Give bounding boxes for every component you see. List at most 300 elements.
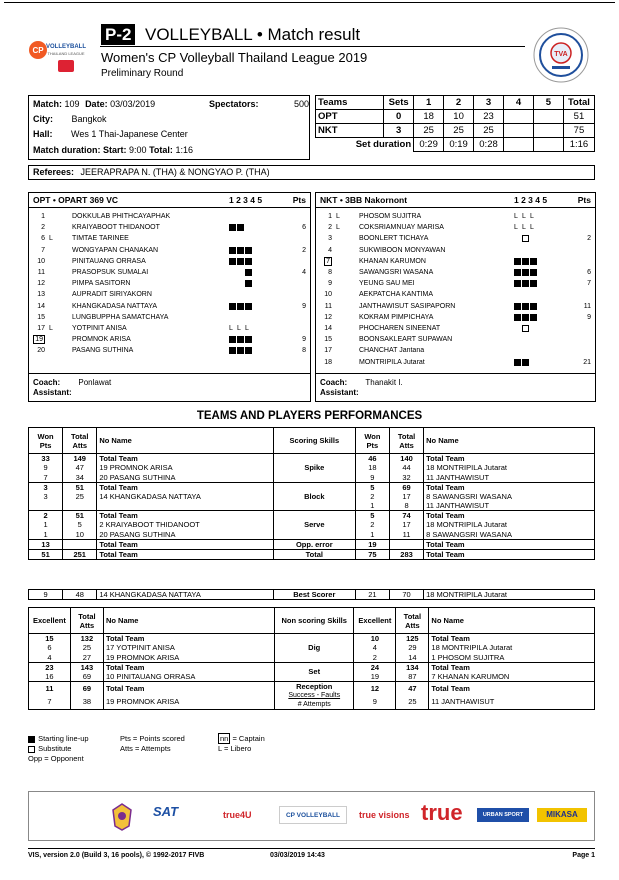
city-label: City:	[33, 114, 53, 124]
document-title: VOLLEYBALL • Match result	[145, 25, 361, 44]
set-score: 25	[444, 124, 474, 138]
scoring-header-row	[29, 428, 595, 454]
starting-square-icon	[514, 303, 521, 310]
attempts-value: 74	[389, 511, 423, 521]
player-name: 18 MONTRIPILA Jutarat	[429, 643, 595, 653]
player-number: 9	[328, 280, 332, 288]
player-name: 2 KRAIYABOOT THIDANOOT	[97, 520, 274, 530]
sponsor-true-visions: true visions	[359, 810, 410, 820]
won-value: 2	[29, 511, 63, 521]
svg-text:VOLLEYBALL: VOLLEYBALL	[46, 44, 86, 50]
best-a-name: 14 KHANGKADASA NATTAYA	[97, 590, 274, 600]
player-row	[29, 268, 310, 278]
starting-square-icon	[229, 247, 236, 254]
set-duration	[504, 138, 534, 152]
coach-label: Coach:	[320, 378, 348, 387]
won-value: 2	[354, 653, 396, 663]
team-code: OPT	[316, 110, 384, 124]
player-name: Total Team	[97, 539, 274, 549]
won-value: 13	[29, 539, 63, 549]
player-number: 2	[328, 224, 332, 232]
sets-won: 3	[384, 124, 414, 138]
starting-square-icon	[522, 303, 529, 310]
set5-header: 5	[533, 96, 563, 110]
referees-label: Referees:	[33, 167, 75, 177]
pts-column: Pts	[577, 195, 591, 205]
player-row	[29, 290, 310, 300]
player-row	[316, 234, 595, 244]
libero-flag: L	[49, 325, 53, 332]
player-name	[97, 501, 274, 511]
won-value: 3	[29, 482, 63, 492]
player-row	[29, 257, 310, 267]
player-name: PHOCHAREN SINEENAT	[359, 325, 441, 332]
nonscoring-header-row	[29, 608, 595, 634]
set-score: 23	[474, 110, 504, 124]
skill-name: Set	[308, 667, 321, 676]
starting-square-icon	[522, 258, 529, 265]
skill-subtitle: # Attempts	[297, 700, 331, 708]
total-points: 51	[563, 110, 594, 124]
skill-row	[29, 511, 595, 521]
player-number: 10	[37, 257, 45, 265]
won-value: 18	[355, 463, 389, 473]
player-row	[29, 223, 310, 233]
skill-name: Block	[304, 491, 325, 501]
player-name: Total Team	[97, 511, 274, 521]
starting-square-icon	[530, 269, 537, 276]
player-name: PHOSOM SUJITRA	[359, 213, 422, 220]
set-participation	[229, 280, 253, 288]
starting-square-icon	[530, 280, 537, 287]
libero-mark: L	[245, 325, 249, 332]
attempts-value: 17	[389, 492, 423, 502]
total-atts-header: Total Atts	[63, 428, 97, 454]
referees-box	[28, 165, 595, 180]
total-label: Total:	[149, 145, 173, 155]
hall-row	[33, 127, 188, 141]
player-row	[29, 346, 310, 356]
player-name: COKSRIAMNUAY MARISA	[359, 224, 444, 232]
player-row	[29, 279, 310, 289]
starting-square-icon	[245, 303, 252, 310]
player-number: 2	[41, 224, 45, 232]
player-row	[29, 313, 310, 323]
player-name: PINITAUANG ORRASA	[72, 257, 146, 265]
starting-square-icon	[514, 359, 521, 366]
attempts-value: 27	[70, 653, 103, 663]
skill-label	[275, 634, 354, 663]
non-scoring-skills-table	[28, 607, 595, 710]
libero-mark: L	[514, 224, 518, 232]
attempts-value: 25	[396, 695, 429, 709]
player-points: 2	[302, 246, 306, 254]
player-name: WONGYAPAN CHANAKAN	[72, 246, 159, 254]
won-value: 3	[29, 492, 63, 502]
won-value: 7	[29, 695, 71, 709]
won-value: 12	[354, 681, 396, 695]
player-number: 17	[37, 325, 45, 332]
player-row	[316, 246, 595, 256]
best-b-name: 18 MONTRIPILA Jutarat	[424, 590, 595, 600]
set-participation	[514, 235, 530, 243]
set-score	[533, 124, 563, 138]
player-name: 11 JANTHAWISUT	[429, 695, 595, 709]
spectators-label: Spectators:	[209, 99, 259, 109]
set-participation	[229, 247, 253, 255]
team-code: NKT	[316, 124, 384, 138]
starting-square-icon	[237, 336, 244, 343]
footer-timestamp: 03/03/2019 14:43	[270, 852, 325, 859]
player-name: 18 MONTRIPILA Jutarat	[424, 463, 595, 473]
player-number: 7	[41, 246, 45, 254]
start-label: Start:	[103, 145, 127, 155]
player-name: Total Team	[424, 482, 595, 492]
won-value: 9	[355, 473, 389, 483]
score-table	[315, 95, 595, 152]
won-value: 1	[29, 520, 63, 530]
match-row	[33, 97, 309, 111]
player-name: KOKRAM PIMPICHAYA	[359, 313, 434, 321]
skill-label	[273, 482, 355, 511]
best-b-pts: 21	[355, 590, 389, 600]
legend-starting: Starting line-up	[28, 734, 89, 743]
skill-label	[273, 511, 355, 540]
player-number: 6	[41, 235, 45, 243]
won-value	[29, 501, 63, 511]
best-a-pts: 9	[29, 590, 63, 600]
attempts-value: 125	[396, 634, 429, 644]
won-value: 4	[354, 643, 396, 653]
starting-square-icon	[522, 280, 529, 287]
player-name: Total Team	[103, 662, 274, 672]
player-row	[316, 302, 595, 312]
player-name: 11 JANTHAWISUT	[424, 501, 595, 511]
score-header-row	[316, 96, 595, 110]
starting-square-icon	[530, 303, 537, 310]
set1-header: 1	[414, 96, 444, 110]
attempts-value: 8	[389, 501, 423, 511]
federation-emblem-icon	[111, 802, 133, 832]
player-name: 19 PROMNOK ARISA	[103, 695, 274, 709]
attempts-value: 69	[70, 681, 103, 695]
total-duration: 1:16	[175, 145, 193, 155]
attempts-value: 51	[63, 511, 97, 521]
won-value: 51	[29, 549, 63, 559]
skill-label	[275, 662, 354, 681]
title-rule	[100, 46, 525, 47]
no-name-header: No Name	[429, 608, 595, 634]
starting-square-icon	[229, 303, 236, 310]
sponsor-cp-volleyball: CP VOLLEYBALL	[279, 806, 347, 824]
attempts-value	[63, 501, 97, 511]
player-number: 20	[37, 347, 45, 355]
player-points: 7	[587, 280, 591, 288]
player-row	[29, 234, 310, 244]
libero-flag: L	[336, 224, 340, 232]
player-name: Total Team	[429, 681, 595, 695]
attempts-value: 251	[63, 549, 97, 559]
libero-mark: L	[229, 325, 233, 332]
attempts-value: 132	[70, 634, 103, 644]
set-duration: 0:28	[474, 138, 504, 152]
skill-label	[273, 454, 355, 483]
player-number: 13	[37, 291, 45, 299]
player-points: 4	[302, 269, 306, 276]
starting-square-icon	[245, 247, 252, 254]
svg-text:TVA: TVA	[554, 51, 568, 58]
non-scoring-skills-header: Non scoring Skills	[275, 608, 354, 634]
won-value: 1	[29, 530, 63, 540]
player-number: 3	[328, 235, 332, 243]
team-b-staff	[316, 373, 595, 398]
set-participation	[229, 303, 253, 311]
legend-substitute: Substitute	[28, 744, 71, 753]
player-name: YOTPINIT ANISA	[72, 325, 127, 332]
player-row	[316, 268, 595, 278]
scoring-skills-header: Scoring Skills	[273, 428, 355, 454]
team-a-roster	[28, 192, 311, 402]
set-duration: 0:29	[414, 138, 444, 152]
won-value: 1	[355, 530, 389, 540]
set-duration: 0:19	[444, 138, 474, 152]
player-name: Total Team	[424, 454, 595, 464]
starting-square-icon	[237, 303, 244, 310]
player-name: Total Team	[97, 454, 274, 464]
no-name-header: No Name	[424, 428, 595, 454]
won-value: 9	[29, 463, 63, 473]
attempts-value: 10	[63, 530, 97, 540]
player-row	[316, 358, 595, 368]
match-number: 109	[64, 99, 80, 109]
starting-square-icon	[514, 314, 521, 321]
team-a-staff	[29, 373, 310, 398]
skill-row	[29, 454, 595, 464]
player-name: 11 JANTHAWISUT	[424, 473, 595, 483]
set-duration	[533, 138, 563, 152]
player-name: SUKWIBOON MONYAWAN	[359, 246, 446, 254]
captain-box-icon: 7	[326, 257, 330, 265]
skill-row	[29, 549, 595, 559]
score-row-opt	[316, 110, 595, 124]
won-value: 5	[355, 511, 389, 521]
coach-name: Thanakit I.	[365, 378, 403, 387]
player-name: TIMTAE TARINEE	[72, 235, 129, 243]
cp-volleyball-logo	[28, 34, 86, 76]
player-name: 20 PASANG SUTHINA	[97, 473, 274, 483]
won-value: 1	[355, 501, 389, 511]
starting-square-icon	[245, 347, 252, 354]
attempts-value: 25	[63, 492, 97, 502]
won-value: 10	[354, 634, 396, 644]
set-participation	[514, 303, 538, 311]
starting-square-icon	[28, 736, 35, 743]
player-name: BOONSAKLEART SUPAWAN	[359, 336, 453, 344]
skill-name: Dig	[308, 643, 321, 653]
coach-label: Coach:	[33, 378, 61, 387]
footer-page: Page 1	[572, 852, 595, 859]
attempts-value: 11	[389, 530, 423, 540]
player-number: 15	[37, 313, 45, 321]
player-name: 20 PASANG SUTHINA	[97, 530, 274, 540]
starting-square-icon	[245, 280, 252, 287]
player-name: 19 PROMNOK ARISA	[97, 463, 274, 473]
total-points: 75	[563, 124, 594, 138]
date-label: Date:	[85, 99, 108, 109]
player-number: 11	[324, 302, 332, 310]
team-a-name: OPT • OPART 369 VC	[33, 195, 119, 205]
attempts-value: 38	[70, 695, 103, 709]
total-atts-header: Total Atts	[396, 608, 429, 634]
set-participation	[229, 336, 253, 344]
set-participation	[514, 213, 538, 221]
player-name: AUPRADIT SIRIYAKORN	[72, 291, 152, 299]
starting-square-icon	[237, 347, 244, 354]
scoring-skills-table	[28, 427, 595, 560]
player-points: 9	[302, 302, 306, 310]
player-points: 21	[583, 358, 591, 366]
attempts-value: 69	[389, 482, 423, 492]
player-name: 8 SAWANGSRI WASANA	[424, 492, 595, 502]
legend-captain: nn = Captain	[220, 734, 265, 743]
legend-atts: Atts = Attempts	[120, 744, 171, 753]
hall-label: Hall:	[33, 129, 53, 139]
attempts-value	[63, 539, 97, 549]
won-value: 46	[355, 454, 389, 464]
set-participation	[229, 347, 253, 355]
attempts-value: 5	[63, 520, 97, 530]
libero-mark: L	[522, 213, 526, 220]
legend-libero: L = Libero	[218, 744, 252, 753]
player-name: PROMNOK ARISA	[72, 336, 131, 344]
player-name: Total Team	[97, 482, 274, 492]
player-points: 6	[302, 224, 306, 232]
libero-flag: L	[336, 213, 340, 220]
starting-square-icon	[514, 280, 521, 287]
player-name: BOONLERT TICHAYA	[359, 235, 429, 243]
set-participation	[514, 258, 538, 266]
starting-square-icon	[514, 258, 521, 265]
sponsor-mikasa: MIKASA	[537, 808, 587, 822]
won-value: 4	[29, 653, 71, 663]
set-duration-row	[316, 138, 595, 152]
city-value: Bangkok	[71, 114, 107, 124]
hall-value: Wes 1 Thai-Japanese Center	[71, 129, 188, 139]
skill-row	[29, 662, 595, 672]
attempts-value: 14	[396, 653, 429, 663]
player-name: 1 PHOSOM SUJITRA	[429, 653, 595, 663]
captain-box-icon: nn	[220, 734, 229, 743]
player-name: KHANGKADASA NATTAYA	[72, 302, 158, 310]
player-name: AEKPATCHA KANTIMA	[359, 291, 434, 299]
round-name: Preliminary Round	[101, 68, 184, 79]
skill-name: Reception	[296, 681, 333, 691]
player-number: 8	[328, 269, 332, 276]
excellent-header: Excellent	[29, 608, 71, 634]
team-b-header	[316, 193, 595, 208]
player-name: Total Team	[424, 539, 595, 549]
svg-text:THAILAND LEAGUE: THAILAND LEAGUE	[47, 51, 85, 56]
set-participation	[514, 269, 538, 277]
player-name: MONTRIPILA Jutarat	[359, 358, 425, 366]
sets-won: 0	[384, 110, 414, 124]
player-row	[316, 290, 595, 300]
assistant-label: Assistant:	[33, 388, 72, 397]
player-name: Total Team	[424, 549, 595, 559]
sets-columns: 1 2 3 4 5	[514, 195, 548, 205]
attempts-value: 44	[389, 463, 423, 473]
starting-square-icon	[245, 258, 252, 265]
attempts-value: 32	[389, 473, 423, 483]
legend-pts: Pts = Points scored	[120, 734, 185, 743]
attempts-value: 17	[389, 520, 423, 530]
attempts-value	[389, 539, 423, 549]
best-scorer-label: Best Scorer	[273, 590, 355, 600]
libero-mark: L	[514, 213, 518, 220]
set-participation	[229, 269, 253, 277]
player-number	[316, 257, 332, 267]
won-value: 19	[355, 539, 389, 549]
player-row	[316, 212, 595, 222]
sponsor-true: true	[421, 800, 463, 825]
player-row	[316, 257, 595, 267]
attempts-value: 143	[70, 662, 103, 672]
player-name: PRASOPSUK SUMALAI	[72, 269, 149, 276]
skill-name: Serve	[304, 520, 325, 530]
player-row	[29, 324, 310, 334]
sponsor-urban-sport: URBAN SPORT	[477, 808, 529, 822]
player-name: SAWANGSRI WASANA	[359, 269, 434, 276]
player-row	[29, 335, 310, 345]
pts-column: Pts	[292, 195, 306, 205]
player-name: KRAIYABOOT THIDANOOT	[72, 224, 160, 232]
starting-square-icon	[522, 269, 529, 276]
starting-square-icon	[229, 224, 236, 231]
set-score: 25	[414, 124, 444, 138]
player-row	[316, 335, 595, 345]
player-row	[29, 212, 310, 222]
player-row	[29, 302, 310, 312]
skill-label	[275, 681, 354, 709]
won-value: 16	[29, 672, 71, 682]
footer-rule	[28, 848, 595, 849]
starting-square-icon	[522, 359, 529, 366]
sets-header: Sets	[384, 96, 414, 110]
substitute-square-icon	[522, 325, 529, 332]
total-atts-header: Total Atts	[70, 608, 103, 634]
set-score: 25	[474, 124, 504, 138]
starting-square-icon	[514, 269, 521, 276]
attempts-value: 87	[396, 672, 429, 682]
player-name: Total Team	[429, 634, 595, 644]
team-b-name: NKT • 3BB Nakornont	[320, 195, 408, 205]
player-name: JANTHAWISUT SASIPAPORN	[359, 302, 456, 310]
player-row	[316, 223, 595, 233]
won-value: 7	[29, 473, 63, 483]
won-value: 75	[355, 549, 389, 559]
excellent-header: Excellent	[354, 608, 396, 634]
team-b-roster	[315, 192, 596, 402]
player-number: 10	[324, 291, 332, 299]
player-number: 17	[324, 347, 332, 355]
won-value: 2	[355, 492, 389, 502]
set-score	[504, 110, 534, 124]
set-participation	[514, 224, 538, 232]
libero-flag: L	[49, 235, 53, 243]
player-number: 1	[328, 213, 332, 220]
player-points: 2	[587, 235, 591, 243]
set-score: 10	[444, 110, 474, 124]
